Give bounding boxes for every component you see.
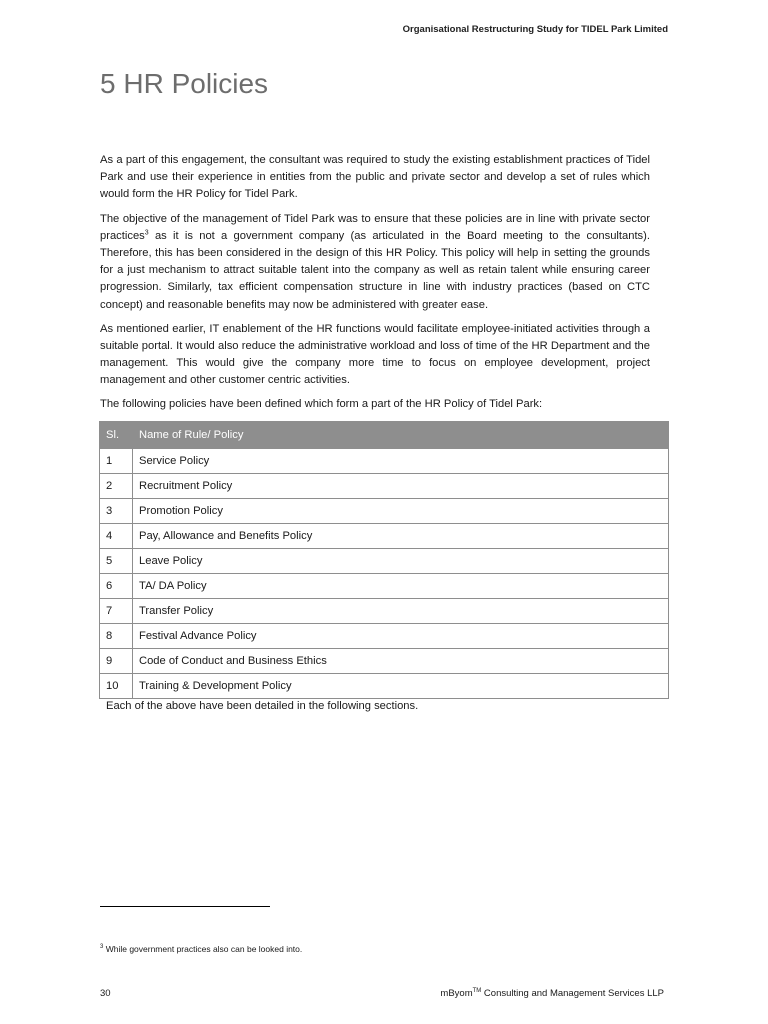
table-row	[100, 599, 669, 624]
table-row	[100, 449, 669, 474]
row-policy-name: Training & Development Policy	[133, 674, 669, 699]
footnote	[100, 944, 302, 954]
row-policy-name: Recruitment Policy	[133, 474, 669, 499]
row-policy-name: Festival Advance Policy	[133, 624, 669, 649]
page-title: 5 HR Policies	[100, 68, 269, 99]
table-row	[100, 499, 669, 524]
policy-table	[99, 421, 669, 699]
footnote-marker: 3	[100, 944, 104, 951]
row-sl-number: 6	[100, 574, 133, 599]
footer-firm-name	[440, 988, 664, 999]
row-policy-name: Code of Conduct and Business Ethics	[133, 649, 669, 674]
table-body	[100, 449, 669, 699]
footnote-text: While government practices also can be looked into.	[103, 944, 303, 954]
trademark-mark: TM	[472, 988, 482, 994]
after-table-note: Each of the above have been detailed in the following sections.	[106, 700, 419, 712]
row-policy-name: Promotion Policy	[133, 499, 669, 524]
row-sl-number: 8	[100, 624, 133, 649]
table-row	[100, 524, 669, 549]
row-sl-number: 7	[100, 599, 133, 624]
table-row	[100, 674, 669, 699]
row-sl-number: 10	[100, 674, 133, 699]
row-policy-name: TA/ DA Policy	[133, 574, 669, 599]
table-row	[100, 574, 669, 599]
body-text	[100, 152, 650, 397]
table-row	[100, 549, 669, 574]
paragraph-1: As a part of this engagement, the consultant was required to study the existing establishment practices of Tidel Park and use their experience in entities from the public and private sector and develop a set of rules which would form the HR Policy for Tidel Park.	[100, 154, 650, 201]
row-sl-number: 5	[100, 549, 133, 574]
row-policy-name: Leave Policy	[133, 549, 669, 574]
paragraph-2-end: as it is not a government company (as articulated in the Board meeting to the consultants). Therefore, this has been considered in the design of this HR Policy. This policy will help in setting the grounds for a just mechanism to attract suitable talent into the company as well as retain talent while ensuring career progression. Similarly, tax efficient compensation structure in line with industry practices (based on CTC concept) and reasonable benefits may now be administered with greater ease.	[100, 229, 650, 311]
row-sl-number: 3	[100, 499, 133, 524]
table-row	[100, 649, 669, 674]
paragraph-2-start: The objective of the management of Tidel Park was to ensure that these policies are in line with private sector practices	[100, 212, 650, 242]
row-sl-number: 1	[100, 449, 133, 474]
firm-suffix: Consulting and Management Services LLP	[481, 988, 664, 1000]
table-row	[100, 474, 669, 499]
table-intro: The following policies have been defined which form a part of the HR Policy of Tidel Park:	[100, 398, 543, 410]
row-sl-number: 4	[100, 524, 133, 549]
column-header-sl: Sl.	[100, 422, 133, 449]
row-policy-name: Pay, Allowance and Benefits Policy	[133, 524, 669, 549]
table-header-row	[100, 422, 669, 449]
paragraph-3: As mentioned earlier, IT enablement of the HR functions would facilitate employee-initiated activities through a suitable portal. It would also reduce the administrative workload and loss of time of the HR Department and the management. This would give the company more time to focus on employee development, project management and other customer centric activities.	[100, 322, 650, 387]
column-header-policy-name: Name of Rule/ Policy	[133, 422, 669, 449]
footnote-separator	[100, 906, 270, 907]
row-policy-name: Service Policy	[133, 449, 669, 474]
table-row	[100, 624, 669, 649]
page-number: 30	[100, 988, 111, 999]
row-policy-name: Transfer Policy	[133, 599, 669, 624]
firm-prefix: mByom	[440, 988, 473, 1000]
running-header: Organisational Restructuring Study for TIDEL Park Limited	[402, 24, 668, 35]
footnote-reference[interactable]: 3	[144, 229, 149, 237]
row-sl-number: 9	[100, 649, 133, 674]
row-sl-number: 2	[100, 474, 133, 499]
paragraph-2	[100, 211, 650, 314]
